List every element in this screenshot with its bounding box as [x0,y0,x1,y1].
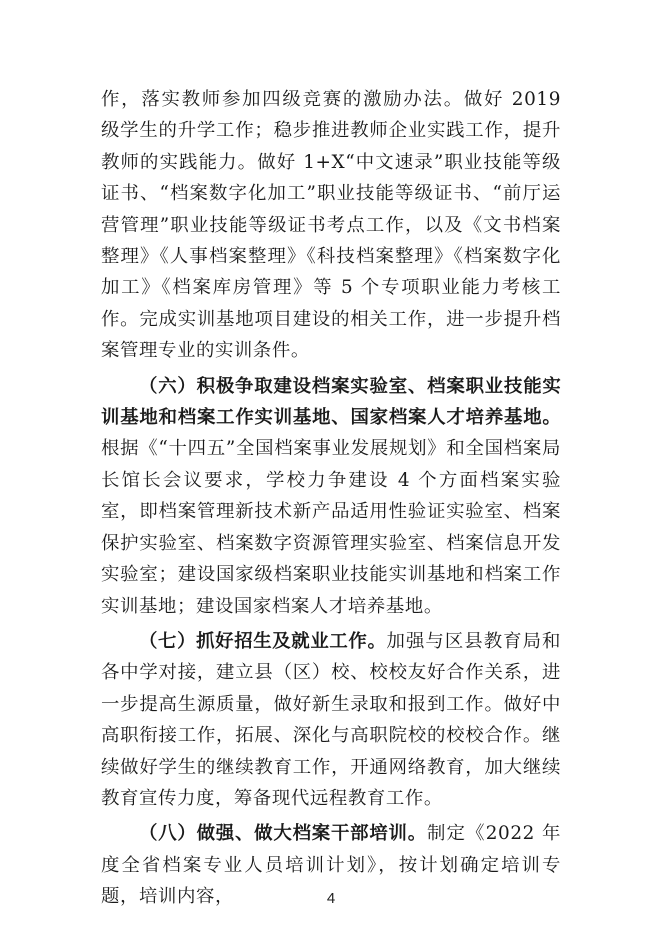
paragraph-body: 加强与区县教育局和各中学对接，建立县（区）校、校校友好合作关系，进一步提高生源质量，做好新生录取和报到工作。做好中高职衔接工作，拓展、深化与高职院校的校校合作。继续做好学生的继续教育工作，开通网络教育，加大继续教育宣传力度，筹备现代远程教育工作。 [101,630,561,809]
section-heading: （七）抓好招生及就业工作。 [139,630,387,652]
paragraph-body: 作，落实教师参加四级竞赛的激励办法。做好 2019 级学生的升学工作；稳步推进教师企业实践工作，提升教师的实践能力。做好 1+X“中文速录”职业技能等级证书、“档案数字化加工”职业技能等级证书、“前厅运营管理”职业技能等级证书考点工作，以及《文书档案整理》《人事档案整理》《科技档案整理》《档案数字化加工》《档案库房管理》等 5 个专项职业能力考核工作。完成实训基地项目建设的相关工作，进一步提升档案管理专业的实训条件。 [101,89,561,362]
paragraph-section-6 [101,371,561,622]
paragraph-continuation [101,84,561,367]
paragraph-body: 根据《“十四五”全国档案事业发展规划》和全国档案局长馆长会议要求，学校力争建设 4 个方面档案实验室，即档案管理新技术新产品适用性验证实验室、档案保护实验室、档案数字资源管理实验室、档案信息开发实验室；建设国家级档案职业技能实训基地和档案工作实训基地；建设国家档案人才培养基地。 [101,438,561,617]
paragraph-section-7 [101,626,561,814]
page-number: 4 [326,890,336,907]
document-page [101,84,561,917]
section-heading: （六）积极争取建设档案实验室、档案职业技能实训基地和档案工作实训基地、国家档案人才培养基地。 [101,375,561,429]
paragraph-body: 制定《2022 年度全省档案专业人员培训计划》，按计划确定培训专题，培训内容， [101,823,561,908]
section-heading: （八）做强、做大档案干部培训。 [139,823,427,845]
